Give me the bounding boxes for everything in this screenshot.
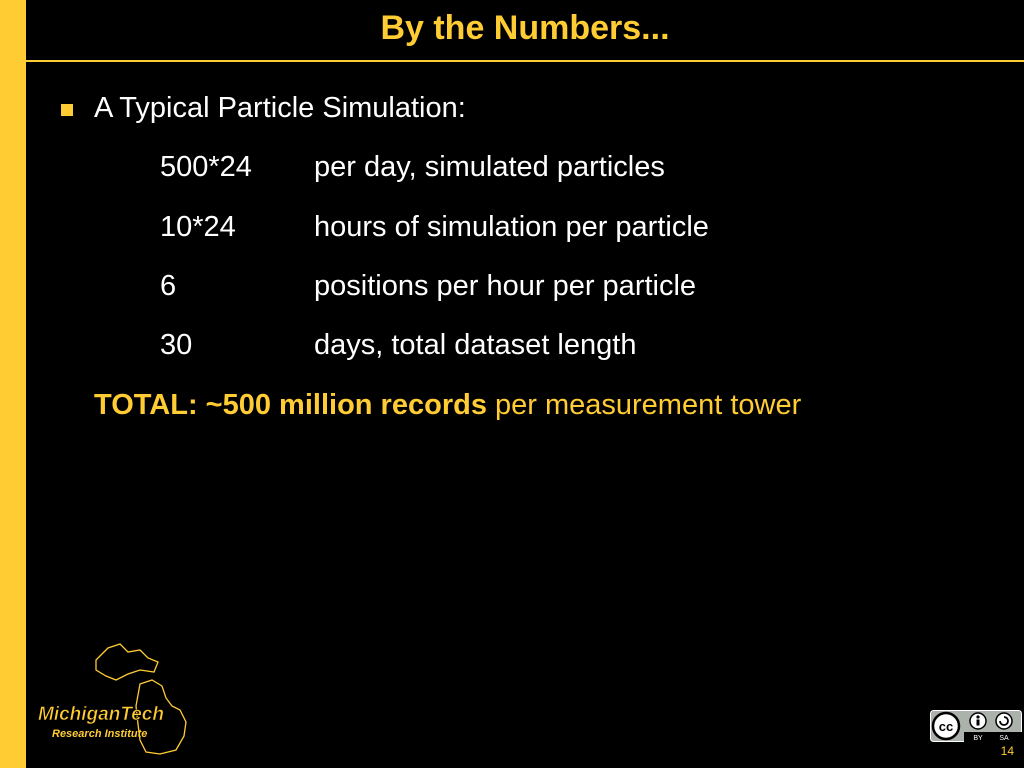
row-value: 6: [160, 270, 177, 302]
michigan-tech-logo: [36, 640, 196, 760]
cc-by-sa-license-badge[interactable]: [930, 710, 1022, 742]
license-by-label: BY: [973, 735, 983, 742]
total-line: [94, 385, 801, 425]
left-accent-bar: [0, 0, 26, 768]
page-number: 14: [1000, 744, 1014, 758]
bullet-heading: A Typical Particle Simulation:: [94, 92, 466, 124]
title-divider: [26, 60, 1024, 62]
logo-line1: MichiganTech: [38, 704, 164, 725]
row-description: positions per hour per particle: [314, 270, 697, 302]
row-value: 500*24: [160, 151, 252, 183]
bullet-square-icon: [61, 104, 73, 116]
row-value: 10*24: [160, 211, 236, 243]
row-description: hours of simulation per particle: [314, 211, 709, 243]
total-suffix: per measurement tower: [486, 389, 802, 421]
row-description: days, total dataset length: [314, 329, 637, 361]
list-item: [160, 325, 636, 365]
svg-text:cc: cc: [938, 719, 954, 734]
row-value: 30: [160, 329, 193, 361]
list-item: [160, 266, 696, 306]
share-alike-icon: [996, 713, 1012, 729]
list-item: [160, 147, 665, 187]
total-label: TOTAL: ~500 million records: [94, 389, 487, 421]
row-description: per day, simulated particles: [314, 151, 665, 183]
slide-title: By the Numbers...: [380, 9, 670, 47]
license-sa-label: SA: [999, 735, 1009, 742]
logo-line2: Research Institute: [52, 728, 148, 740]
list-item: [160, 207, 709, 247]
